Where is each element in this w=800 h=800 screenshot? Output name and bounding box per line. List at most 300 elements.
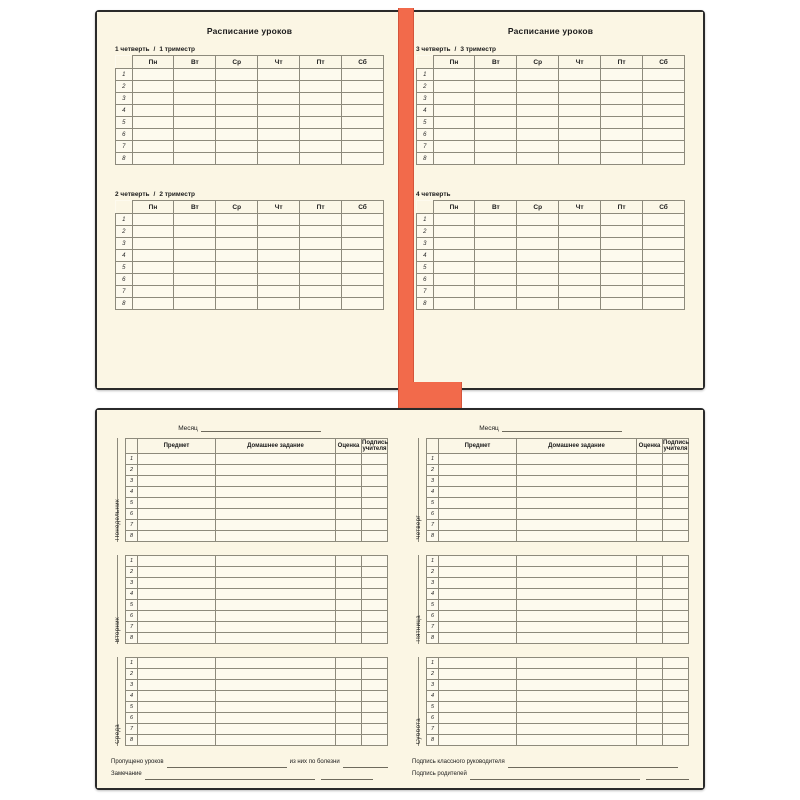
table-row[interactable] [427,556,689,567]
homework-cell[interactable] [517,476,637,487]
mark-cell[interactable] [637,702,663,713]
schedule-cell[interactable] [342,117,384,129]
mark-cell[interactable] [336,633,362,644]
signature-cell[interactable] [663,658,689,669]
schedule-cell[interactable] [342,226,384,238]
schedule-cell[interactable] [300,141,342,153]
schedule-cell[interactable] [601,81,643,93]
signature-cell[interactable] [663,589,689,600]
schedule-cell[interactable] [517,250,559,262]
schedule-cell[interactable] [433,226,475,238]
mark-cell[interactable] [637,611,663,622]
table-row[interactable] [126,465,388,476]
homework-cell[interactable] [517,531,637,542]
schedule-cell[interactable] [601,129,643,141]
subject-cell[interactable] [439,702,517,713]
schedule-cell[interactable] [601,262,643,274]
schedule-cell[interactable] [216,93,258,105]
subject-cell[interactable] [439,465,517,476]
subject-cell[interactable] [138,454,216,465]
schedule-cell[interactable] [342,129,384,141]
schedule-cell[interactable] [433,274,475,286]
schedule-cell[interactable] [517,117,559,129]
mark-cell[interactable] [637,578,663,589]
homework-cell[interactable] [216,691,336,702]
homework-cell[interactable] [517,691,637,702]
table-row[interactable] [116,69,384,81]
schedule-cell[interactable] [216,117,258,129]
parent-signature-line[interactable] [470,772,640,780]
schedule-cell[interactable] [517,81,559,93]
mark-cell[interactable] [336,702,362,713]
table-row[interactable] [417,81,685,93]
schedule-cell[interactable] [342,105,384,117]
parent-signature-line-2[interactable] [646,772,689,780]
schedule-cell[interactable] [643,69,685,81]
subject-cell[interactable] [439,556,517,567]
table-row[interactable] [427,633,689,644]
signature-cell[interactable] [362,509,388,520]
schedule-cell[interactable] [433,93,475,105]
homework-cell[interactable] [216,724,336,735]
schedule-cell[interactable] [174,141,216,153]
subject-cell[interactable] [138,658,216,669]
schedule-cell[interactable] [174,214,216,226]
mark-cell[interactable] [637,454,663,465]
mark-cell[interactable] [336,578,362,589]
schedule-cell[interactable] [643,93,685,105]
signature-cell[interactable] [362,476,388,487]
schedule-cell[interactable] [559,286,601,298]
subject-cell[interactable] [138,735,216,746]
table-row[interactable] [126,669,388,680]
table-row[interactable] [427,487,689,498]
schedule-cell[interactable] [559,262,601,274]
mark-cell[interactable] [336,724,362,735]
schedule-cell[interactable] [601,298,643,310]
schedule-cell[interactable] [601,93,643,105]
mark-cell[interactable] [637,476,663,487]
table-row[interactable] [116,214,384,226]
subject-cell[interactable] [138,520,216,531]
signature-cell[interactable] [663,680,689,691]
mark-cell[interactable] [637,520,663,531]
mark-cell[interactable] [637,498,663,509]
table-row[interactable] [116,153,384,165]
table-row[interactable] [417,214,685,226]
signature-cell[interactable] [663,622,689,633]
homework-cell[interactable] [216,476,336,487]
subject-cell[interactable] [138,498,216,509]
homework-cell[interactable] [216,589,336,600]
subject-cell[interactable] [138,465,216,476]
table-row[interactable] [126,567,388,578]
schedule-cell[interactable] [300,69,342,81]
schedule-cell[interactable] [216,69,258,81]
table-row[interactable] [427,622,689,633]
schedule-cell[interactable] [216,153,258,165]
table-row[interactable] [126,600,388,611]
schedule-cell[interactable] [475,274,517,286]
subject-cell[interactable] [138,680,216,691]
schedule-cell[interactable] [216,141,258,153]
mark-cell[interactable] [336,622,362,633]
schedule-cell[interactable] [433,69,475,81]
subject-cell[interactable] [138,589,216,600]
table-row[interactable] [427,669,689,680]
table-row[interactable] [417,141,685,153]
mark-cell[interactable] [637,567,663,578]
signature-cell[interactable] [663,633,689,644]
table-row[interactable] [126,531,388,542]
schedule-cell[interactable] [258,286,300,298]
homework-cell[interactable] [517,658,637,669]
homework-cell[interactable] [517,498,637,509]
homework-cell[interactable] [517,556,637,567]
schedule-cell[interactable] [475,93,517,105]
schedule-cell[interactable] [433,298,475,310]
homework-cell[interactable] [216,509,336,520]
missed-lessons-line[interactable] [167,760,287,768]
homework-cell[interactable] [216,622,336,633]
schedule-cell[interactable] [216,262,258,274]
schedule-cell[interactable] [174,153,216,165]
schedule-cell[interactable] [433,214,475,226]
homework-cell[interactable] [517,702,637,713]
schedule-cell[interactable] [300,250,342,262]
note-line-2[interactable] [321,772,373,780]
table-row[interactable] [126,589,388,600]
table-row[interactable] [116,81,384,93]
schedule-cell[interactable] [216,238,258,250]
schedule-cell[interactable] [475,214,517,226]
table-row[interactable] [427,465,689,476]
homework-cell[interactable] [517,578,637,589]
mark-cell[interactable] [637,735,663,746]
schedule-cell[interactable] [433,238,475,250]
mark-cell[interactable] [637,589,663,600]
schedule-cell[interactable] [258,153,300,165]
schedule-cell[interactable] [643,214,685,226]
schedule-cell[interactable] [559,250,601,262]
homework-cell[interactable] [517,567,637,578]
mark-cell[interactable] [637,622,663,633]
schedule-cell[interactable] [643,117,685,129]
table-row[interactable] [427,476,689,487]
schedule-cell[interactable] [433,81,475,93]
mark-cell[interactable] [336,498,362,509]
table-row[interactable] [417,286,685,298]
schedule-cell[interactable] [300,298,342,310]
schedule-cell[interactable] [559,153,601,165]
table-row[interactable] [417,105,685,117]
table-row[interactable] [427,611,689,622]
mark-cell[interactable] [336,669,362,680]
homework-cell[interactable] [517,487,637,498]
schedule-cell[interactable] [601,274,643,286]
schedule-cell[interactable] [258,262,300,274]
table-row[interactable] [116,262,384,274]
table-row[interactable] [427,509,689,520]
subject-cell[interactable] [138,669,216,680]
schedule-cell[interactable] [433,129,475,141]
schedule-cell[interactable] [174,238,216,250]
mark-cell[interactable] [637,633,663,644]
schedule-cell[interactable] [559,141,601,153]
homework-cell[interactable] [216,713,336,724]
table-row[interactable] [126,691,388,702]
subject-cell[interactable] [138,633,216,644]
schedule-cell[interactable] [132,226,174,238]
schedule-cell[interactable] [300,129,342,141]
schedule-cell[interactable] [300,105,342,117]
schedule-cell[interactable] [475,286,517,298]
schedule-cell[interactable] [342,93,384,105]
note-line[interactable] [145,772,315,780]
signature-cell[interactable] [663,520,689,531]
signature-cell[interactable] [362,633,388,644]
signature-cell[interactable] [362,498,388,509]
schedule-cell[interactable] [258,69,300,81]
month-write-line[interactable] [502,424,622,432]
table-row[interactable] [116,226,384,238]
schedule-cell[interactable] [300,93,342,105]
subject-cell[interactable] [138,622,216,633]
mark-cell[interactable] [336,487,362,498]
diary-table[interactable] [125,555,388,644]
subject-cell[interactable] [439,589,517,600]
table-row[interactable] [126,622,388,633]
schedule-cell[interactable] [475,81,517,93]
table-row[interactable] [126,476,388,487]
schedule-cell[interactable] [517,129,559,141]
schedule-cell[interactable] [342,214,384,226]
schedule-cell[interactable] [132,286,174,298]
schedule-cell[interactable] [258,238,300,250]
schedule-cell[interactable] [433,153,475,165]
month-field[interactable] [97,424,402,432]
diary-table[interactable] [426,438,689,542]
homework-cell[interactable] [216,702,336,713]
schedule-cell[interactable] [433,262,475,274]
schedule-cell[interactable] [517,274,559,286]
signature-cell[interactable] [663,713,689,724]
schedule-cell[interactable] [132,93,174,105]
homework-cell[interactable] [517,600,637,611]
schedule-cell[interactable] [174,250,216,262]
signature-cell[interactable] [663,531,689,542]
subject-cell[interactable] [439,454,517,465]
table-row[interactable] [126,578,388,589]
mark-cell[interactable] [637,600,663,611]
schedule-table[interactable] [416,200,685,310]
schedule-cell[interactable] [132,153,174,165]
table-row[interactable] [126,556,388,567]
subject-cell[interactable] [439,487,517,498]
schedule-cell[interactable] [132,250,174,262]
schedule-table[interactable] [416,55,685,165]
subject-cell[interactable] [439,633,517,644]
schedule-cell[interactable] [601,69,643,81]
diary-table[interactable] [125,657,388,746]
table-row[interactable] [417,69,685,81]
table-row[interactable] [126,713,388,724]
table-row[interactable] [116,93,384,105]
homework-cell[interactable] [517,454,637,465]
schedule-cell[interactable] [216,214,258,226]
table-row[interactable] [126,724,388,735]
schedule-cell[interactable] [132,81,174,93]
table-row[interactable] [427,498,689,509]
schedule-cell[interactable] [559,238,601,250]
homework-cell[interactable] [517,735,637,746]
schedule-cell[interactable] [342,286,384,298]
table-row[interactable] [116,298,384,310]
schedule-cell[interactable] [643,141,685,153]
teacher-signature-line[interactable] [508,760,678,768]
subject-cell[interactable] [439,567,517,578]
signature-cell[interactable] [663,600,689,611]
homework-cell[interactable] [517,724,637,735]
mark-cell[interactable] [336,509,362,520]
schedule-cell[interactable] [601,214,643,226]
schedule-cell[interactable] [475,226,517,238]
schedule-cell[interactable] [559,69,601,81]
schedule-cell[interactable] [174,129,216,141]
table-row[interactable] [417,298,685,310]
signature-cell[interactable] [663,702,689,713]
schedule-cell[interactable] [216,286,258,298]
schedule-cell[interactable] [517,262,559,274]
schedule-cell[interactable] [342,153,384,165]
homework-cell[interactable] [517,713,637,724]
signature-cell[interactable] [362,600,388,611]
signature-cell[interactable] [663,454,689,465]
mark-cell[interactable] [336,556,362,567]
note-field[interactable] [111,768,388,780]
schedule-cell[interactable] [258,214,300,226]
table-row[interactable] [427,658,689,669]
signature-cell[interactable] [663,556,689,567]
table-row[interactable] [417,226,685,238]
signature-cell[interactable] [362,465,388,476]
schedule-cell[interactable] [643,298,685,310]
homework-cell[interactable] [216,680,336,691]
subject-cell[interactable] [439,735,517,746]
schedule-cell[interactable] [643,262,685,274]
signature-cell[interactable] [663,578,689,589]
signature-cell[interactable] [362,680,388,691]
schedule-cell[interactable] [559,81,601,93]
schedule-cell[interactable] [517,286,559,298]
mark-cell[interactable] [336,691,362,702]
schedule-cell[interactable] [601,117,643,129]
homework-cell[interactable] [216,556,336,567]
schedule-cell[interactable] [300,226,342,238]
schedule-cell[interactable] [258,81,300,93]
subject-cell[interactable] [138,567,216,578]
schedule-cell[interactable] [258,298,300,310]
signature-cell[interactable] [362,691,388,702]
schedule-cell[interactable] [132,141,174,153]
subject-cell[interactable] [439,578,517,589]
schedule-cell[interactable] [342,298,384,310]
signature-cell[interactable] [663,735,689,746]
mark-cell[interactable] [637,465,663,476]
homework-cell[interactable] [216,454,336,465]
schedule-cell[interactable] [475,129,517,141]
mark-cell[interactable] [637,691,663,702]
homework-cell[interactable] [216,600,336,611]
schedule-cell[interactable] [643,81,685,93]
table-row[interactable] [427,531,689,542]
schedule-cell[interactable] [559,226,601,238]
subject-cell[interactable] [439,531,517,542]
schedule-cell[interactable] [601,153,643,165]
table-row[interactable] [417,117,685,129]
schedule-cell[interactable] [517,214,559,226]
table-row[interactable] [427,520,689,531]
subject-cell[interactable] [138,713,216,724]
homework-cell[interactable] [216,735,336,746]
homework-cell[interactable] [216,531,336,542]
mark-cell[interactable] [336,713,362,724]
schedule-cell[interactable] [475,117,517,129]
subject-cell[interactable] [138,611,216,622]
schedule-cell[interactable] [216,81,258,93]
signature-cell[interactable] [663,498,689,509]
schedule-cell[interactable] [559,214,601,226]
mark-cell[interactable] [637,531,663,542]
table-row[interactable] [427,578,689,589]
diary-table[interactable] [426,657,689,746]
schedule-cell[interactable] [216,250,258,262]
table-row[interactable] [116,286,384,298]
mark-cell[interactable] [336,476,362,487]
signature-cell[interactable] [362,531,388,542]
subject-cell[interactable] [439,669,517,680]
subject-cell[interactable] [439,498,517,509]
parent-signature-field[interactable] [412,768,689,780]
homework-cell[interactable] [216,578,336,589]
schedule-cell[interactable] [258,105,300,117]
schedule-cell[interactable] [258,129,300,141]
table-row[interactable] [427,454,689,465]
schedule-cell[interactable] [216,298,258,310]
subject-cell[interactable] [439,680,517,691]
schedule-cell[interactable] [601,250,643,262]
teacher-signature-field[interactable] [412,756,689,768]
schedule-cell[interactable] [475,105,517,117]
signature-cell[interactable] [663,476,689,487]
signature-cell[interactable] [362,702,388,713]
schedule-cell[interactable] [643,105,685,117]
schedule-cell[interactable] [342,69,384,81]
homework-cell[interactable] [216,633,336,644]
schedule-cell[interactable] [132,298,174,310]
mark-cell[interactable] [637,669,663,680]
homework-cell[interactable] [216,669,336,680]
subject-cell[interactable] [439,724,517,735]
subject-cell[interactable] [439,658,517,669]
signature-cell[interactable] [362,578,388,589]
schedule-cell[interactable] [300,286,342,298]
mark-cell[interactable] [336,465,362,476]
schedule-cell[interactable] [475,238,517,250]
schedule-cell[interactable] [517,238,559,250]
signature-cell[interactable] [362,567,388,578]
subject-cell[interactable] [138,691,216,702]
